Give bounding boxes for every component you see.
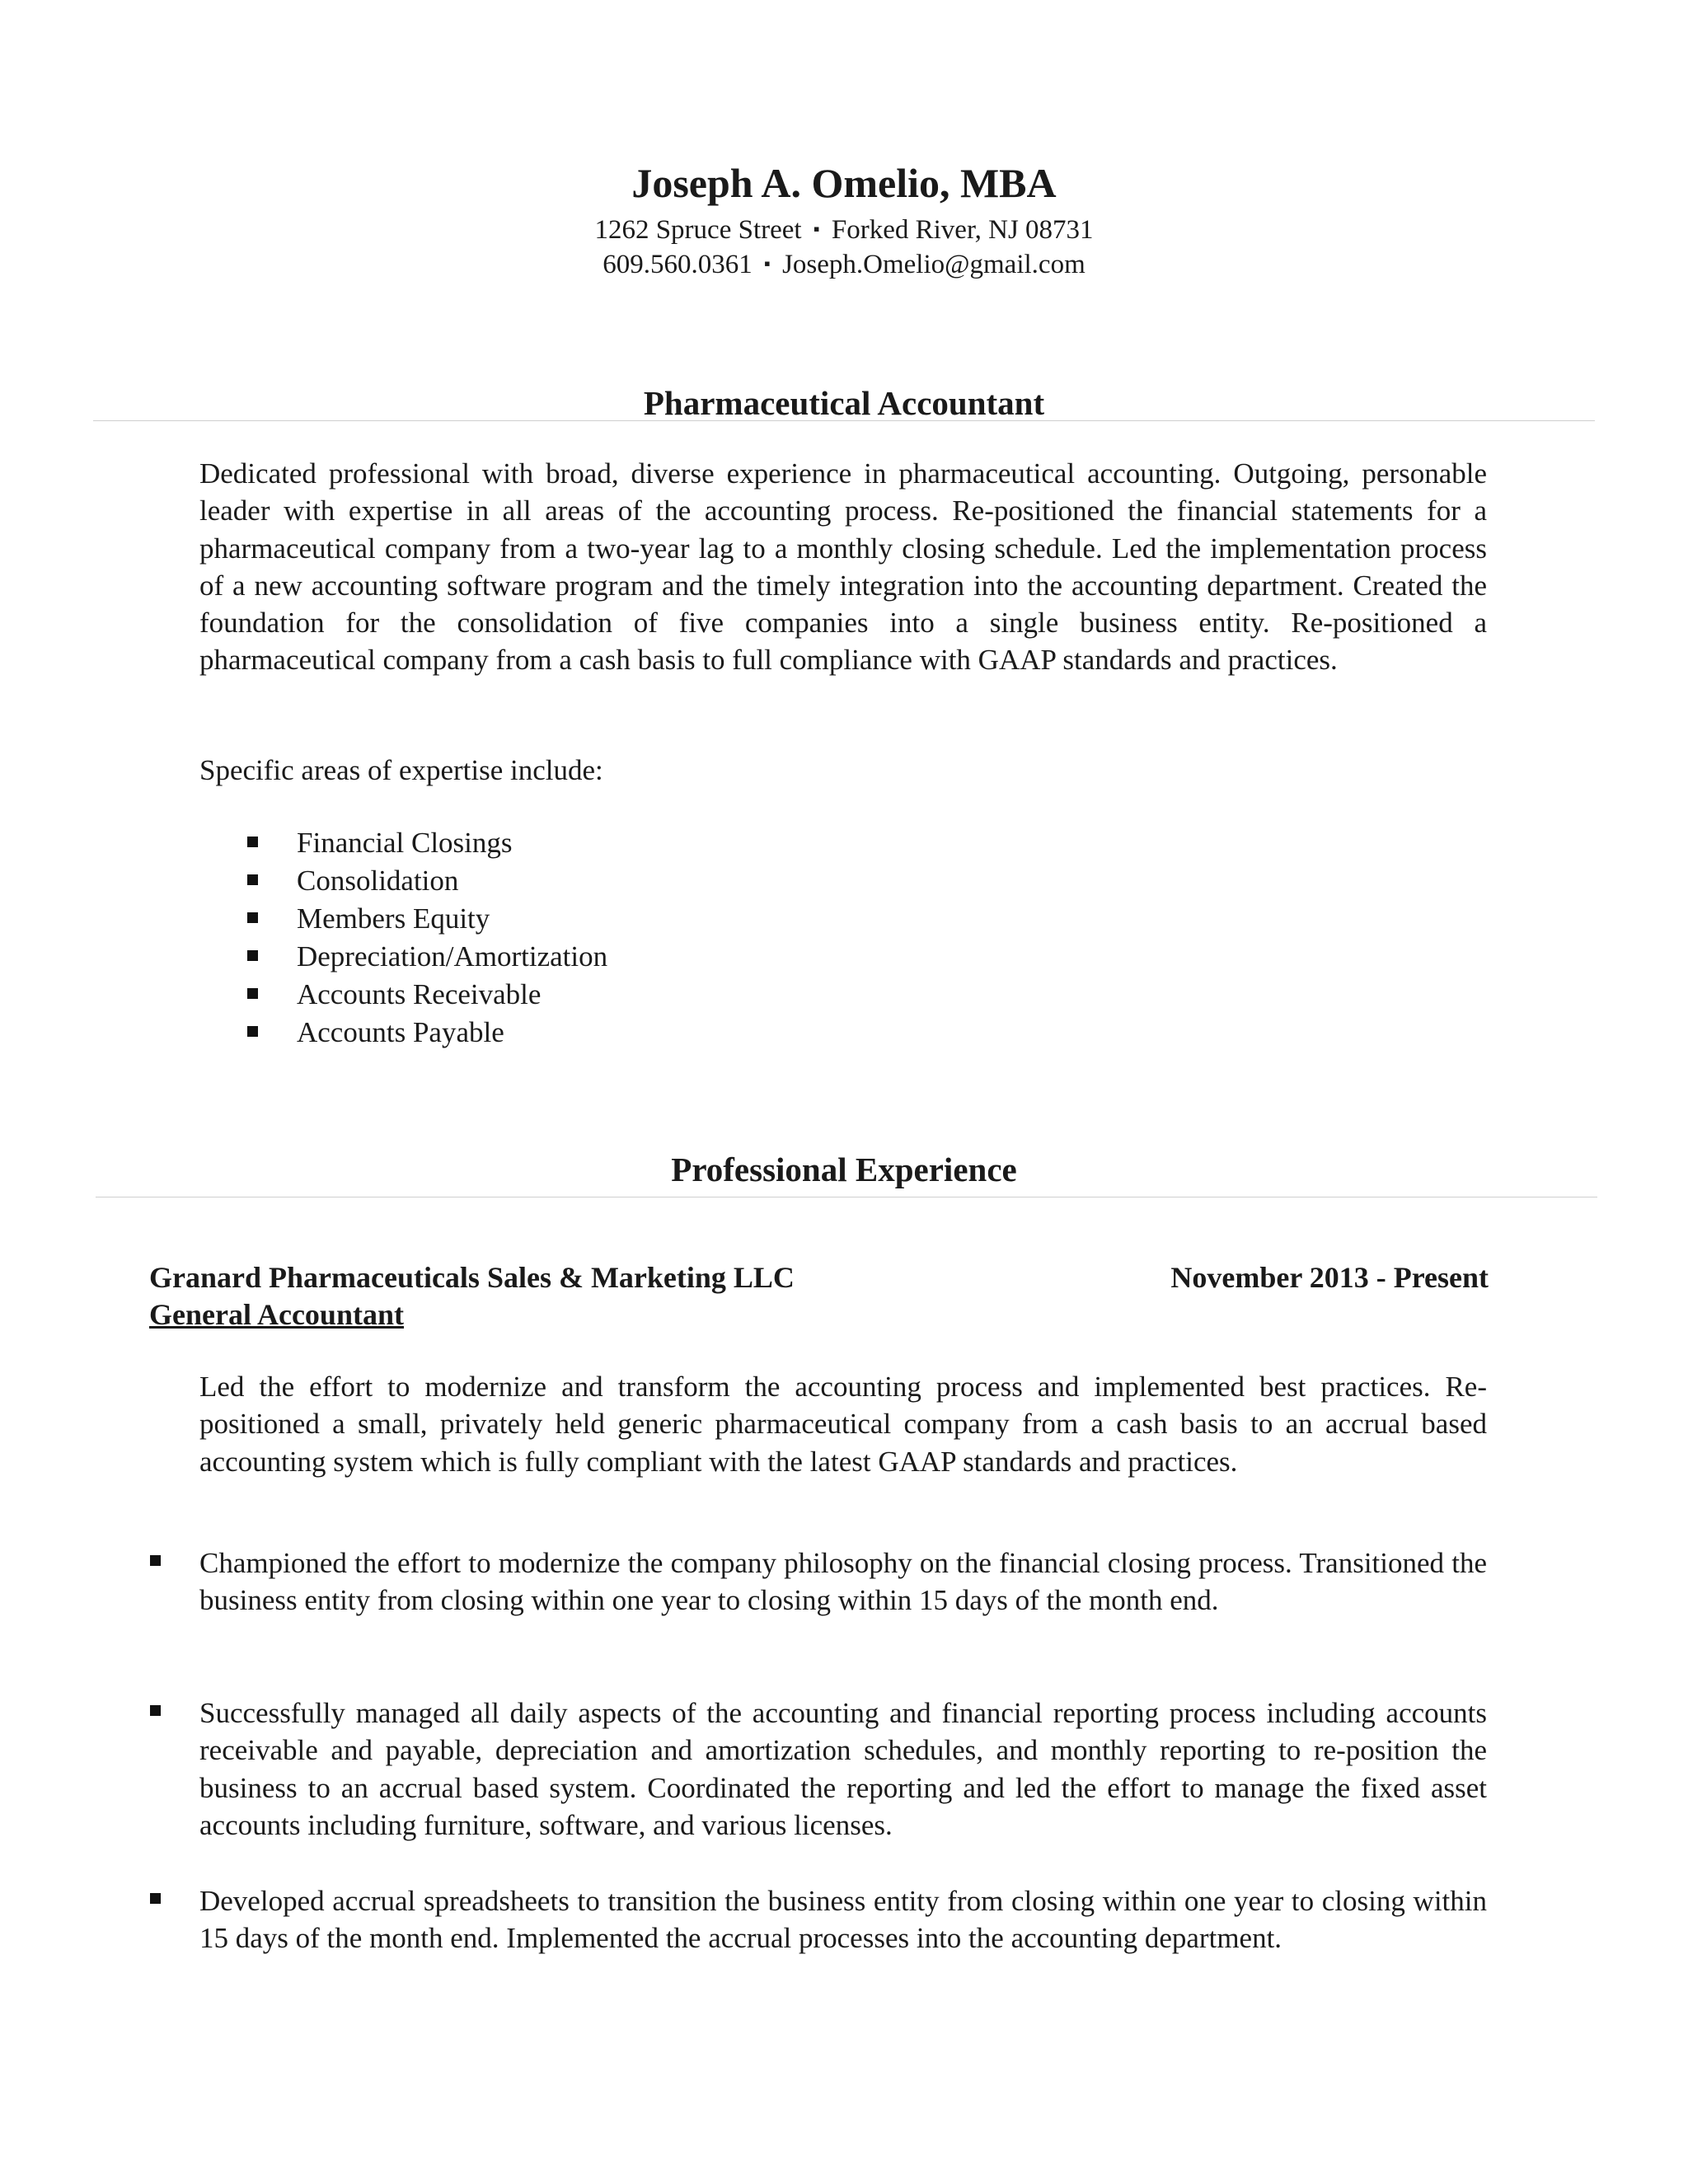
achievement-item: Successfully managed all daily aspects of the accounting and financial reporting process including accounts receivable and payable, depreciation and amortization schedules, and monthly reporting to re-position the business to an accrual based system. Coordinated the reporting and led the effort to manage the fixed asset accounts including furniture, software, and various licenses. [199,1697,1487,1841]
phone-number: 609.560.0361 [603,250,753,279]
expertise-list [247,824,607,1052]
summary-paragraph: Dedicated professional with broad, diverse experience in pharmaceutical accounting. Outgoing, personable leader with expertise in all areas of the accounting process. Re-positioned the financial statements for a pharmaceutical company from a two-year lag to a monthly closing schedule. Led the implementation process of a new accounting software program and the timely integration into the accounting department. Created the foundation for the consolidation of five companies into a single business entity. Re-positioned a pharmaceutical company from a cash basis to full compliance with GAAP standards and practices. [199,457,1487,677]
square-bullet-icon [247,988,258,999]
separator-icon: ▪ [764,253,771,274]
square-bullet-icon [247,950,258,961]
address-city: Forked River, NJ 08731 [831,215,1094,245]
square-bullet-icon [150,1893,161,1904]
list-item: Accounts Payable [247,1014,607,1052]
summary-divider [93,420,1595,421]
job-company: Granard Pharmaceuticals Sales & Marketing LLC [149,1261,795,1294]
square-bullet-icon [150,1555,161,1566]
square-bullet-icon [150,1705,161,1716]
list-item: Financial Closings [247,824,607,862]
square-bullet-icon [247,912,258,923]
resume-name: Joseph A. Omelio, MBA [631,160,1057,206]
square-bullet-icon [247,1026,258,1037]
achievement-item: Developed accrual spreadsheets to transition the business entity from closing within one year to closing within 15 days of the month end. Implemented the accrual processes into the accounting department. [199,1885,1487,1955]
summary-heading: Pharmaceutical Accountant [643,384,1045,422]
job-title: General Accountant [149,1298,404,1331]
list-item: Depreciation/Amortization [247,938,607,976]
expertise-intro: Specific areas of expertise include: [199,754,603,786]
list-item: Members Equity [247,900,607,938]
job-summary: Led the effort to modernize and transform the accounting process and implemented best practices. Re-positioned a small, privately held generic pharmaceutical company from a cash basis to an accrual based accounting system which is fully compliant with the latest GAAP standards and practices. [199,1371,1487,1478]
list-item: Consolidation [247,862,607,900]
email-address: Joseph.Omelio@gmail.com [782,250,1085,279]
address-street: 1262 Spruce Street [594,215,802,245]
job-dates: November 2013 - Present [1170,1261,1489,1294]
square-bullet-icon [247,874,258,885]
square-bullet-icon [247,837,258,847]
achievement-item: Championed the effort to modernize the company philosophy on the financial closing process. Transitioned the business entity from closing within one year to closing within 15 days of the month end. [199,1547,1487,1617]
contact-address [0,213,1688,246]
separator-icon: ▪ [813,218,820,239]
list-item: Accounts Receivable [247,976,607,1014]
contact-phone-email [0,247,1688,281]
experience-heading: Professional Experience [671,1151,1017,1188]
